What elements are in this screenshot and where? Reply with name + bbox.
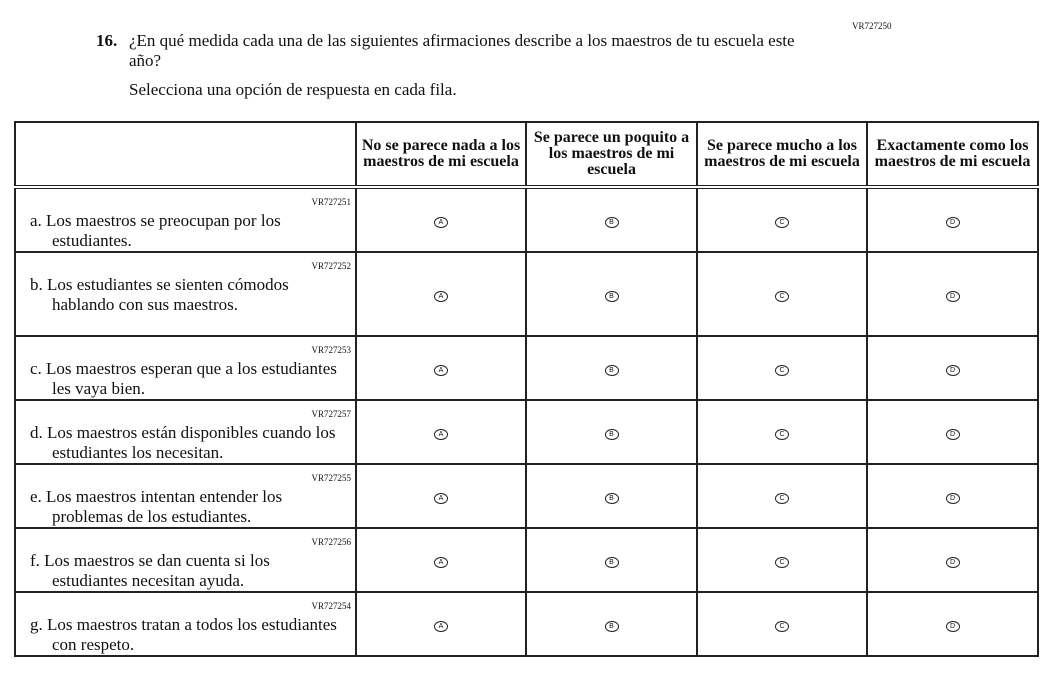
- radio-bubble-d[interactable]: D: [946, 429, 960, 440]
- statement-text: c. Los maestros esperan que a los estudiantes les vaya bien.: [30, 359, 337, 398]
- radio-bubble-b[interactable]: B: [605, 217, 619, 228]
- option-cell: [697, 464, 867, 528]
- statement-cell: [15, 400, 356, 464]
- radio-bubble-c[interactable]: C: [775, 621, 789, 632]
- option-cell: [867, 400, 1038, 464]
- table-row: [15, 464, 1038, 528]
- radio-bubble-d[interactable]: D: [946, 291, 960, 302]
- statement-cell: [15, 592, 356, 656]
- option-cell: [356, 528, 526, 592]
- question-code: VR727250: [852, 21, 892, 31]
- option-cell: [697, 592, 867, 656]
- option-cell: [697, 528, 867, 592]
- option-cell: [867, 187, 1038, 252]
- table-row: [15, 336, 1038, 400]
- radio-bubble-a[interactable]: A: [434, 621, 448, 632]
- instruction: Selecciona una opción de respuesta en cada fila.: [129, 80, 457, 99]
- option-cell: [526, 252, 697, 336]
- statement-cell: [15, 528, 356, 592]
- radio-bubble-a[interactable]: A: [434, 429, 448, 440]
- option-cell: [526, 528, 697, 592]
- item-code: VR727255: [311, 473, 351, 483]
- question-number: 16.: [96, 31, 118, 50]
- option-cell: [867, 336, 1038, 400]
- radio-bubble-b[interactable]: B: [605, 557, 619, 568]
- radio-bubble-c[interactable]: C: [775, 291, 789, 302]
- statement-text: a. Los maestros se preocupan por los estudiantes.: [30, 211, 281, 250]
- radio-bubble-c[interactable]: C: [775, 493, 789, 504]
- radio-bubble-a[interactable]: A: [434, 291, 448, 302]
- option-cell: [867, 464, 1038, 528]
- option-cell: [867, 528, 1038, 592]
- radio-bubble-c[interactable]: C: [775, 365, 789, 376]
- item-code: VR727256: [311, 537, 351, 547]
- item-code: VR727253: [311, 345, 351, 355]
- header-blank: [15, 122, 356, 187]
- option-cell: [356, 592, 526, 656]
- option-cell: [697, 252, 867, 336]
- radio-bubble-d[interactable]: D: [946, 557, 960, 568]
- item-code: VR727254: [311, 601, 351, 611]
- item-code: VR727252: [311, 261, 351, 271]
- radio-bubble-b[interactable]: B: [605, 291, 619, 302]
- column-header: Exactamente como los maestros de mi escuela: [867, 122, 1038, 187]
- statement-cell: [15, 464, 356, 528]
- statement-cell: [15, 187, 356, 252]
- table-row: [15, 187, 1038, 252]
- radio-bubble-a[interactable]: A: [434, 493, 448, 504]
- column-header: Se parece un poquito a los maestros de mi escuela: [526, 122, 697, 187]
- item-code: VR727251: [311, 197, 351, 207]
- column-header: Se parece mucho a los maestros de mi escuela: [697, 122, 867, 187]
- statement-cell: [15, 336, 356, 400]
- response-grid: [14, 121, 1039, 657]
- radio-bubble-c[interactable]: C: [775, 557, 789, 568]
- radio-bubble-c[interactable]: C: [775, 429, 789, 440]
- radio-bubble-b[interactable]: B: [605, 429, 619, 440]
- option-cell: [867, 592, 1038, 656]
- statement-text: g. Los maestros tratan a todos los estudiantes con respeto.: [30, 615, 337, 654]
- option-cell: [356, 336, 526, 400]
- option-cell: [526, 336, 697, 400]
- option-cell: [697, 336, 867, 400]
- radio-bubble-b[interactable]: B: [605, 621, 619, 632]
- table-row: [15, 592, 1038, 656]
- radio-bubble-d[interactable]: D: [946, 621, 960, 632]
- radio-bubble-a[interactable]: A: [434, 365, 448, 376]
- statement-text: e. Los maestros intentan entender los problemas de los estudiantes.: [30, 487, 283, 526]
- option-cell: [356, 464, 526, 528]
- table-row: [15, 528, 1038, 592]
- option-cell: [526, 400, 697, 464]
- table-row: [15, 252, 1038, 336]
- radio-bubble-d[interactable]: D: [946, 493, 960, 504]
- statement-text: f. Los maestros se dan cuenta si los estudiantes necesitan ayuda.: [30, 551, 270, 590]
- statement-text: b. Los estudiantes se sienten cómodos hablando con sus maestros.: [30, 275, 289, 314]
- option-cell: [697, 400, 867, 464]
- option-cell: [867, 252, 1038, 336]
- option-cell: [356, 252, 526, 336]
- option-cell: [526, 592, 697, 656]
- statement-cell: [15, 252, 356, 336]
- radio-bubble-d[interactable]: D: [946, 365, 960, 376]
- radio-bubble-b[interactable]: B: [605, 365, 619, 376]
- column-header: No se parece nada a los maestros de mi escuela: [356, 122, 526, 187]
- option-cell: [697, 187, 867, 252]
- option-cell: [526, 464, 697, 528]
- radio-bubble-c[interactable]: C: [775, 217, 789, 228]
- statement-text: d. Los maestros están disponibles cuando los estudiantes los necesitan.: [30, 423, 336, 462]
- radio-bubble-d[interactable]: D: [946, 217, 960, 228]
- radio-bubble-a[interactable]: A: [434, 557, 448, 568]
- option-cell: [356, 400, 526, 464]
- table-row: [15, 400, 1038, 464]
- radio-bubble-a[interactable]: A: [434, 217, 448, 228]
- item-code: VR727257: [311, 409, 351, 419]
- question-text: ¿En qué medida cada una de las siguientes afirmaciones describe a los maestros de tu escuela este año?: [129, 31, 795, 70]
- header-row: [15, 122, 1038, 187]
- radio-bubble-b[interactable]: B: [605, 493, 619, 504]
- option-cell: [526, 187, 697, 252]
- option-cell: [356, 187, 526, 252]
